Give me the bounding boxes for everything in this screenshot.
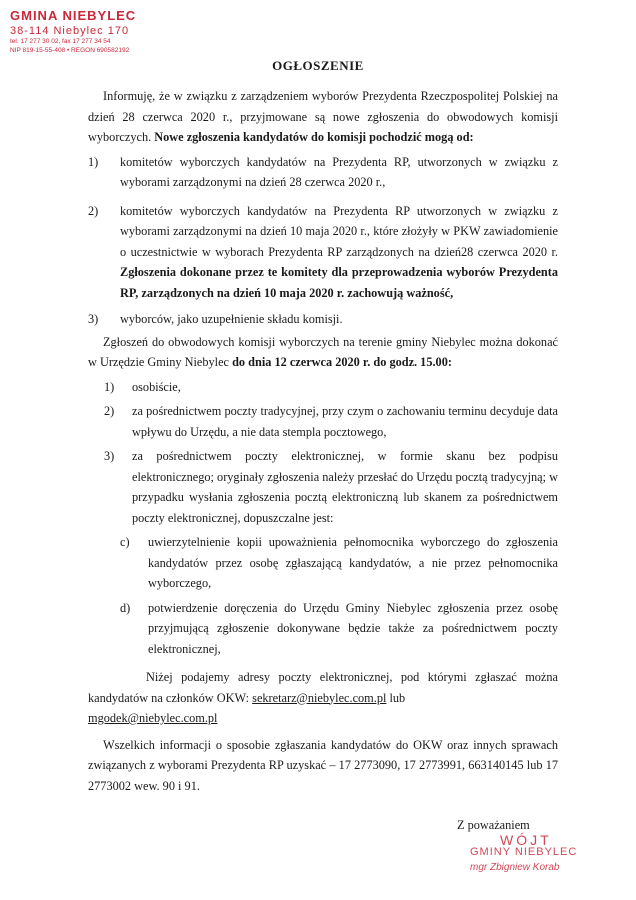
- email-link-sekretarz[interactable]: sekretarz@niebylec.com.pl: [252, 690, 387, 705]
- list-item: [88, 152, 558, 193]
- list-item-text: komitetów wyborczych kandydatów na Prezydenta RP, utworzonych w związku z wyborami zarządzonymi na dzień 28 czerwca 2020 r.,: [120, 154, 558, 189]
- emails-paragraph: [88, 667, 558, 729]
- list-item: [104, 377, 558, 398]
- list-item-number: 3): [104, 449, 115, 463]
- email-link-mgodek[interactable]: mgodek@niebylec.com.pl: [88, 711, 218, 725]
- stamp-phone: tel. 17 277 30 02, fax 17 277 34 54: [10, 38, 111, 45]
- intro-text: Informuję, że w związku z zarządzeniem wyborów Prezydenta Rzeczpospolitej Polskiej na dzień 28 czerwca 2020 r., przyjmowane są nowe zgłoszenia do obwodowych komisji wyborczych.: [88, 89, 558, 144]
- list-item: [120, 532, 558, 594]
- list-item-text: osobiście,: [132, 379, 181, 394]
- document-title: OGŁOSZENIE: [272, 58, 364, 73]
- stamp-ids: NIP 819-15-55-408 • REGON 690582192: [10, 47, 130, 54]
- list-item: [88, 309, 558, 330]
- document-body: [88, 86, 558, 796]
- deadline-bold-text: do dnia 12 czerwca 2020 r. do godz. 15.00:: [232, 355, 452, 369]
- emails-text: Niżej podajemy adresy poczty elektronicznej, pod którymi zgłaszać można kandydatów na członków OKW:: [88, 670, 558, 705]
- signature-stamp: [470, 832, 577, 873]
- list-item-text: [114, 201, 558, 304]
- list-item-number: d): [120, 600, 131, 615]
- stamp-address: 38-114 Niebylec 170: [10, 25, 130, 37]
- stamp-title: WÓJT: [500, 832, 552, 848]
- list-item-text: za pośrednictwem poczty elektronicznej, w formie skanu bez podpisu elektronicznego; oryginały zgłoszenia należy przesłać do Urzędu pocztą tradycyjną; w przypadku wysłania zgłoszenia pocztą elektroniczną lub skanem za pośrednictwem poczty elektronicznej, dopuszczalne jest:: [132, 449, 558, 525]
- stamp-name: GMINA NIEBYLEC: [10, 8, 137, 23]
- list-item-plain: komitetów wyborczych kandydatów na Prezydenta RP utworzonych w związku z wyborami zarządzonymi na dzień 10 maja 2020 r., które złożyły w PKW zawiadomienie o uczestnictwie w wyborach Prezydenta RP zarządzonych na dzień28 czerwca 2020 r.: [120, 203, 558, 259]
- list-item-text: potwierdzenie doręczenia do Urzędu Gminy Niebylec zgłoszenia przez osobę przyjmującą zgłoszenie dokonywane będzie także za pośrednictwem poczty elektronicznej,: [148, 600, 558, 656]
- stamp-signatory: mgr Zbigniew Korab: [470, 862, 560, 873]
- list-item-number: 2): [88, 203, 99, 218]
- list-item-number: 2): [104, 404, 115, 418]
- list-item: [104, 446, 558, 528]
- list-item: [88, 201, 558, 304]
- or-word: lub: [389, 690, 406, 705]
- list-item-text: za pośrednictwem poczty tradycyjnej, przy czym o zachowaniu terminu decyduje data wpływu do Urzędu, a nie data stempla pocztowego,: [132, 404, 558, 439]
- list-item-text: wyborców, jako uzupełnienie składu komisji.: [120, 312, 343, 326]
- list-item: [104, 401, 558, 442]
- list-item-bold: Zgłoszenia dokonane przez te komitety dla przeprowadzenia wyborów Prezydenta RP, zarządzonych na dzień 10 maja 2020 r. zachowują ważność,: [120, 265, 558, 300]
- list-item-number: 3): [88, 312, 99, 326]
- list-item-number: c): [120, 535, 130, 549]
- stamp-org: GMINY NIEBYLEC: [470, 846, 578, 858]
- intro-paragraph: [88, 86, 558, 148]
- deadline-text: Zgłoszeń do obwodowych komisji wyborczych na terenie gminy Niebylec można dokonać w Urzędzie Gminy Niebylec: [88, 334, 558, 369]
- info-paragraph: Wszelkich informacji o sposobie zgłaszania kandydatów do OKW oraz innych sprawach związanych z wyborami Prezydenta RP uzyskać – 17 2773090, 17 2773991, 663140145 lub 17 2773002 wew. 90 i 91.: [88, 737, 558, 793]
- list-item-text: uwierzytelnienie kopii upoważnienia pełnomocnika wyborczego do zgłoszenia kandydatów przez osobę zgłaszającą kandydatów, a nie przez pełnomocnika wyborczego,: [148, 535, 558, 590]
- list-item: [120, 598, 558, 660]
- deadline-paragraph: [88, 332, 558, 373]
- signature-regards: Z poważaniem: [457, 818, 530, 832]
- intro-bold-text: Nowe zgłoszenia kandydatów do komisji pochodzić mogą od:: [151, 130, 474, 144]
- list-item-number: 1): [88, 154, 99, 169]
- list-item-number: 1): [104, 379, 115, 394]
- municipality-stamp: [10, 8, 136, 55]
